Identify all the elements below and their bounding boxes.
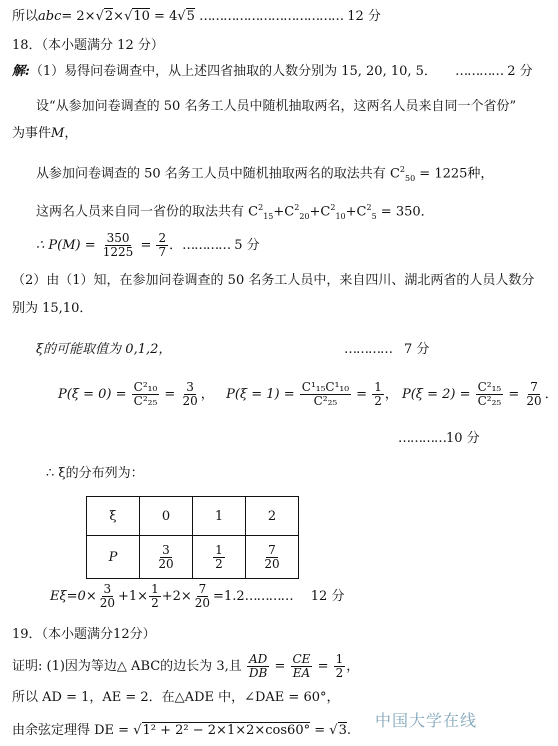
table-cell: ξ <box>87 497 140 536</box>
same-province-ways-line: 这两名人员来自同一省份的取法共有 $C^2_{15}+C^2_{20}+C^2_{10}+C^2_5 = 350$． <box>36 203 434 221</box>
table-cell: $\frac{7}{20}$ <box>246 536 299 579</box>
question-19-title: 19．（本小题满分12分） <box>12 627 156 642</box>
watermark: 中国大学在线 <box>375 711 478 730</box>
table-row <box>87 536 299 579</box>
part2-line2: 别为 15,10． <box>12 301 93 316</box>
event-m-definition: 设“从参加问卷调查的 50 名务工人员中随机抽取两名，这两名人员来自同一个省份” <box>36 99 517 114</box>
proof-line: 证明: (1)因为等边△ ABC的边长为 3,且 $\frac{AD}{DB}$ = $\frac{CE}{EA}$ = $\frac{1}{2}$ ， <box>12 652 360 680</box>
probabilities-line: P(ξ = 0) = $\frac{\text{C²₁₀}}{\text{C²₂₅}}$ = $\frac{3}{20}$ ， P(ξ = 1) = $\frac{\text{C¹₁₅C¹₁₀}}{\text{C²₂₅}}$ = $\frac{1}{2}$ ， P(ξ = 2) = $\frac{\text{C²₁₅}}{\text{C²₂₅}}$ = $\frac{7}{20}$ ． <box>58 380 558 408</box>
score-10-line: …………10 分 <box>398 431 480 446</box>
event-m-line2: 为事件M， <box>12 126 78 141</box>
table-cell: 1 <box>193 497 246 536</box>
abc-result-line: 所以abc= 2×√2×√10 = 4√5 ……………………………… 12 分 <box>12 9 381 24</box>
ad-ae-line: 所以 AD = 1，AE = 2．在△ADE 中，∠DAE = 60°， <box>12 690 340 705</box>
table-cell: 0 <box>140 497 193 536</box>
table-header-row <box>87 497 299 536</box>
table-cell: 2 <box>246 497 299 536</box>
table-cell: P <box>87 536 140 579</box>
cosine-law-line: 由余弦定理得 DE = √1² + 2² − 2×1×2×cos60° = √3. <box>12 723 351 738</box>
part2-line1: （2）由（1）知，在参加问卷调查的 50 名务工人员中，来自四川、湖北两省的人员人数分 <box>12 273 535 288</box>
probability-m-line: ∴ P(M) = $\frac{350}{1225}$ = $\frac{2}{7}$ ．………… 5 分 <box>36 231 260 259</box>
total-ways-line: 从参加问卷调查的 50 名务工人员中随机抽取两名的取法共有 $C^2_{50} = 1225$种， <box>36 165 494 183</box>
expectation-line: Eξ=0× $\frac{3}{20}$ +1× $\frac{1}{2}$ +2× $\frac{7}{20}$ =1.2………… 12 分 <box>50 582 345 610</box>
distribution-title: ∴ ξ的分布列为： <box>46 466 144 481</box>
question-18-title: 18．（本小题满分 12 分） <box>12 38 164 53</box>
xi-values-line: ξ的可能取值为 0,1,2， ………… 7 分 <box>36 342 430 357</box>
table-cell: $\frac{1}{2}$ <box>193 536 246 579</box>
solution-part1-line: 解:（1）易得问卷调查中，从上述四省抽取的人数分别为 15, 20, 10, 5． ………… 2 分 <box>12 64 533 79</box>
table-cell: $\frac{3}{20}$ <box>140 536 193 579</box>
score-12: 12 分 <box>347 9 381 24</box>
distribution-table <box>86 496 299 579</box>
